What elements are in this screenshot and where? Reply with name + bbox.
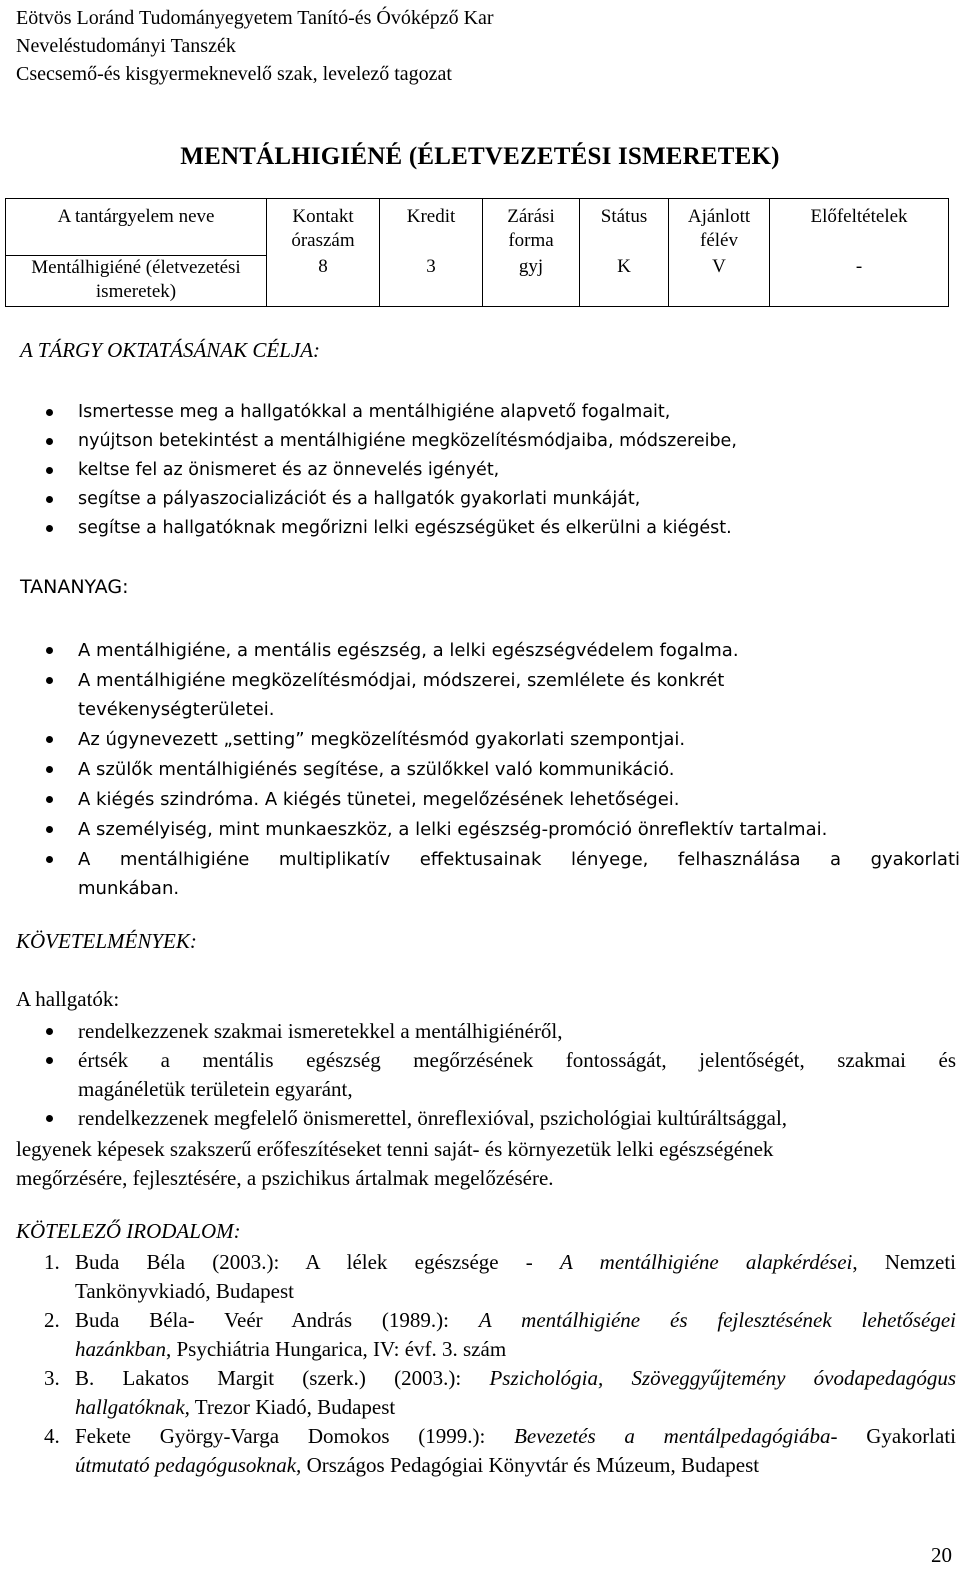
- list-item: [20, 1422, 956, 1480]
- requirements-list: [20, 1017, 956, 1133]
- header-cell-form: Zárási forma: [483, 199, 580, 256]
- topics-heading: TANANYAG:: [20, 576, 129, 598]
- citation-title: Bevezetés a mentálpedagógiába: [514, 1424, 831, 1448]
- header-cell-status: Státus: [580, 199, 669, 256]
- list-item: [20, 785, 960, 814]
- requirements-continuation: [16, 1135, 916, 1193]
- bullet-icon: [46, 677, 53, 684]
- citation-title: Pszichológia, Szöveggyűjtemény óvodapedagógus: [489, 1366, 956, 1390]
- header-cell-prereq: Előfeltételek: [770, 199, 949, 256]
- header-line-department: Neveléstudományi Tanszék: [16, 35, 236, 57]
- list-item-number: 4.: [44, 1424, 60, 1448]
- citation-title: A mentálhigiéne és fejlesztésének lehetőségei: [478, 1308, 956, 1332]
- list-item-text-continued: munkában.: [78, 878, 180, 899]
- requirements-intro: A hallgatók:: [16, 987, 120, 1011]
- list-item-text: Az úgynevezett „setting” megközelítésmód gyakorlati szempontjai.: [78, 729, 686, 750]
- list-item: [20, 427, 920, 456]
- cell-name: Mentálhigiéné (életvezetési ismeretek): [6, 255, 267, 306]
- bullet-icon: [46, 496, 53, 503]
- list-item-text-continued: tevékenységterületei.: [78, 699, 275, 720]
- list-item-text: értsék a mentális egészség megőrzésének fontosságát, jelentőségét, szakmai és: [78, 1048, 956, 1072]
- bullet-icon: [46, 856, 53, 863]
- citation-publisher: Országos Pedagógiai Könyvtár és Múzeum, Budapest: [301, 1453, 760, 1477]
- bullet-icon: [46, 438, 53, 445]
- citation-title-continued: hallgatóknak,: [75, 1395, 190, 1419]
- topics-list: [20, 636, 960, 904]
- cell-contact: 8: [267, 255, 380, 306]
- institution-header: [16, 4, 494, 88]
- list-item-text: A szülők mentálhigiénés segítése, a szülőkkel való kommunikáció.: [78, 759, 675, 780]
- goals-heading: A TÁRGY OKTATÁSÁNAK CÉLJA:: [20, 338, 321, 362]
- header-line-program: Csecsemő-és kisgyermeknevelő szak, levelező tagozat: [16, 63, 452, 85]
- bullet-icon: [46, 766, 53, 773]
- citation-author: Buda Béla- Veér András (1989.):: [75, 1308, 479, 1332]
- goals-list: [20, 398, 920, 543]
- list-item-text: rendelkezzenek szakmai ismeretekkel a mentálhigiénéről,: [78, 1019, 563, 1043]
- list-item: [20, 845, 960, 903]
- table-data-row: [6, 255, 949, 306]
- list-item: [20, 666, 960, 724]
- list-item-text: A mentálhigiéne megközelítésmódjai, módszerei, szemlélete és konkrét: [78, 670, 725, 691]
- cell-form: gyj: [483, 255, 580, 306]
- header-cell-name: A tantárgyelem neve: [6, 199, 267, 256]
- bullet-icon: [46, 1115, 53, 1122]
- list-item-text: A kiégés szindróma. A kiégés tünetei, megelőzésének lehetőségei.: [78, 789, 680, 810]
- list-item-text: keltse fel az önismeret és az önnevelés igényét,: [78, 460, 500, 480]
- citation-title-continued: hazánkban: [75, 1337, 166, 1361]
- citation-author: Fekete György-Varga Domokos (1999.):: [75, 1424, 515, 1448]
- bullet-icon: [46, 796, 53, 803]
- citation-publisher: , Nemzeti: [852, 1250, 956, 1274]
- citation-line: Tankönyvkiadó, Budapest: [75, 1279, 294, 1303]
- bullet-icon: [46, 736, 53, 743]
- citation-publisher: , Psychiátria Hungarica, IV: évf. 3. szám: [166, 1337, 507, 1361]
- list-item-number: 2.: [44, 1308, 60, 1332]
- list-item: [20, 1017, 956, 1046]
- bullet-icon: [46, 525, 53, 532]
- citation-line: [75, 1393, 956, 1422]
- citation-title-continued: útmutató pedagógusoknak,: [75, 1453, 302, 1477]
- list-item-text: A mentálhigiéne multiplikatív effektusainak lényege, felhasználása a gyakorlati: [78, 849, 960, 870]
- list-item: [20, 636, 960, 665]
- list-item-number: 1.: [44, 1250, 60, 1274]
- list-item-text: segítse a hallgatóknak megőrizni lelki egészségüket és elkerülni a kiégést.: [78, 518, 732, 538]
- list-item: [20, 514, 920, 543]
- list-item-text: nyújtson betekintést a mentálhigiéne megközelítésmódjaiba, módszereibe,: [78, 431, 737, 451]
- list-item: [20, 755, 960, 784]
- cell-credit: 3: [380, 255, 483, 306]
- list-item: [20, 398, 920, 427]
- bullet-icon: [46, 467, 53, 474]
- citation-line: [75, 1248, 956, 1277]
- list-item: [20, 815, 960, 844]
- header-cell-contact: Kontakt óraszám: [267, 199, 380, 256]
- page-title: MENTÁLHIGIÉNÉ (ÉLETVEZETÉSI ISMERETEK): [180, 143, 780, 170]
- bullet-icon: [46, 1028, 53, 1035]
- citation-line: [75, 1364, 956, 1393]
- header-line-university: Eötvös Loránd Tudományegyetem Tanító-és Óvóképző Kar: [16, 7, 494, 29]
- requirements-continuation-line: legyenek képesek szakszerű erőfeszítéseket tenni saját- és környezetük lelki egészségének: [16, 1137, 774, 1161]
- bullet-icon: [46, 826, 53, 833]
- page-number: 20: [931, 1543, 952, 1567]
- bullet-icon: [46, 1057, 53, 1064]
- header-cell-credit: Kredit: [380, 199, 483, 256]
- list-item: [20, 1104, 956, 1133]
- requirements-continuation-line: megőrzésére, fejlesztésére, a pszichikus ártalmak megelőzésére.: [16, 1166, 554, 1190]
- list-item: [20, 485, 920, 514]
- cell-status: K: [580, 255, 669, 306]
- list-item-number: 3.: [44, 1366, 60, 1390]
- citation-line: [75, 1335, 956, 1364]
- list-item-text: Ismertesse meg a hallgatókkal a mentálhigiéne alapvető fogalmait,: [78, 402, 671, 422]
- list-item: [20, 725, 960, 754]
- list-item: [20, 1306, 956, 1364]
- list-item: [20, 1248, 956, 1306]
- bullet-icon: [46, 409, 53, 416]
- citation-publisher: - Gyakorlati: [830, 1424, 957, 1448]
- citation-publisher: Trezor Kiadó, Budapest: [189, 1395, 396, 1419]
- requirements-heading: KÖVETELMÉNYEK:: [16, 929, 197, 953]
- literature-heading: KÖTELEZŐ IRODALOM:: [16, 1219, 241, 1243]
- list-item: [20, 1046, 956, 1104]
- list-item: [20, 1364, 956, 1422]
- list-item-text-continued: magánéletük területein egyaránt,: [78, 1077, 353, 1101]
- cell-prereq: -: [770, 255, 949, 306]
- list-item-text: segítse a pályaszocializációt és a hallgatók gyakorlati munkáját,: [78, 489, 641, 509]
- bullet-icon: [46, 647, 53, 654]
- citation-author: Buda Béla (2003.): A lélek egészsége -: [75, 1250, 561, 1274]
- citation-line: [75, 1422, 956, 1451]
- list-item-text: A személyiség, mint munkaeszköz, a lelki egészség-promóció önreflektív tartalmai.: [78, 819, 828, 840]
- table-header-row: [6, 199, 949, 256]
- list-item: [20, 456, 920, 485]
- literature-list: [20, 1248, 956, 1480]
- course-info-table: [5, 198, 949, 307]
- list-item-text: A mentálhigiéne, a mentális egészség, a lelki egészségvédelem fogalma.: [78, 640, 739, 661]
- list-item-text: rendelkezzenek megfelelő önismerettel, önreflexióval, pszichológiai kultúráltsággal,: [78, 1106, 788, 1130]
- citation-title: A mentálhigiéne alapkérdései: [560, 1250, 853, 1274]
- citation-line: [75, 1306, 956, 1335]
- citation-author: B. Lakatos Margit (szerk.) (2003.):: [75, 1366, 490, 1390]
- header-cell-semester: Ajánlott félév: [669, 199, 770, 256]
- citation-line: [75, 1451, 956, 1480]
- cell-semester: V: [669, 255, 770, 306]
